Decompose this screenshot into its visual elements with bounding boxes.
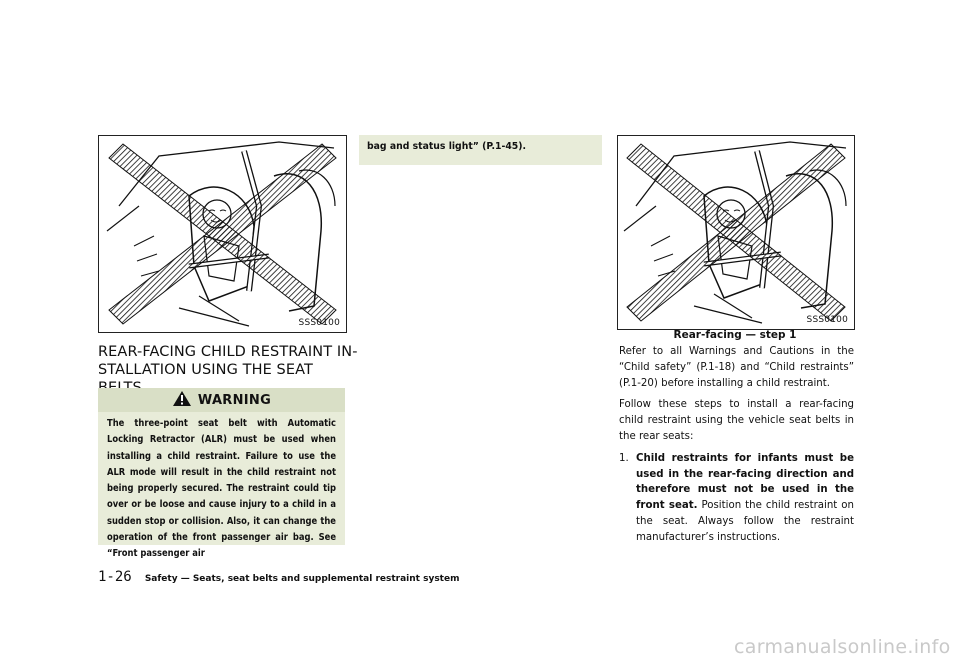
step-1 [619,451,854,546]
warning-continuation [359,135,602,165]
warning-heading-text: WARNING [197,392,272,408]
paragraph-1: Refer to all Warnings and Cautions in the “Child safety” (P.1-18) and “Child restraints” (P.1-20) before installing a child restraint. [619,346,854,389]
page-number: 1-26 [98,569,132,585]
step-number: 1. [619,452,629,464]
figure-code: SSS0100 [298,318,340,328]
figure-caption: Rear-facing — step 1 [673,329,797,341]
step-text [636,451,854,546]
child-seat-illustration [99,136,346,332]
footer-section-title: Safety — Seats, seat belts and supplemental restraint system [144,574,460,584]
warning-heading [98,388,345,412]
footer [98,566,518,585]
step-1-bold-text: Child restraints for infants must be used in the rear-facing direction and therefore must not be used in the front seat. [636,452,854,512]
figure-code: SSS0100 [806,315,848,325]
section-title-line1: REAR-FACING CHILD RESTRAINT IN- [98,344,358,360]
warning-box [98,388,345,560]
step-1-text: Position the child restraint on the seat. Always follow the restraint manufacturer’s instructions. [636,500,854,543]
warning-text: The three-point seat belt with Automatic Locking Retractor (ALR) must be used when installing a child restraint. Failure to use the ALR mode will result in the child restraint not being properly secured. The restraint could tip over or be loose and cause injury to a child in a sudden stop or collision. Also, it can change the operation of the front passenger air bag. See “Front passenger air [107,418,336,560]
child-seat-illustration [618,136,854,329]
watermark: carmanualsonline.info [734,636,951,658]
body-text [619,344,854,546]
warning-triangle-icon [172,390,192,411]
illustration-left [98,135,347,333]
warning-continuation-text: bag and status light” (P.1-45). [367,141,527,152]
paragraph-2: Follow these steps to install a rear-facing child restraint using the vehicle seat belts in the rear seats: [619,399,854,442]
illustration-right [617,135,855,330]
section-title-line2: STALLATION USING THE SEAT [98,362,313,378]
